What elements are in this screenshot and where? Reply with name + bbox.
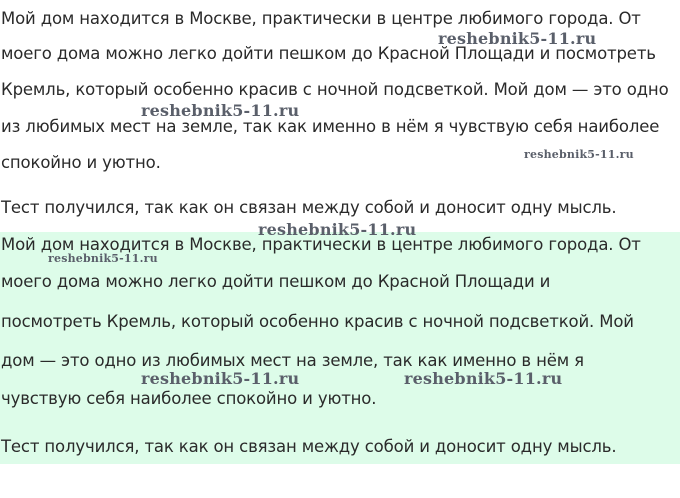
- text-line: из любимых мест на земле, так как именно в нём я чувствую себя наиболее: [1, 117, 660, 136]
- text-line: чувствую себя наиболее спокойно и уютно.: [1, 389, 377, 408]
- text-line: посмотреть Кремль, который особенно красив с ночной подсветкой. Мой: [1, 312, 634, 331]
- conclusion-line: Тест получился, так как он связан между собой и доносит одну мысль.: [1, 437, 617, 456]
- text-line: спокойно и уютно.: [1, 153, 161, 172]
- watermark: reshebnik5-11.ru: [258, 220, 417, 239]
- watermark: reshebnik5-11.ru: [524, 148, 634, 161]
- watermark: reshebnik5-11.ru: [48, 252, 158, 265]
- watermark: reshebnik5-11.ru: [141, 101, 300, 120]
- text-line: моего дома можно легко дойти пешком до Красной Площади и: [1, 272, 551, 291]
- text-line: моего дома можно легко дойти пешком до Красной Площади и посмотреть: [1, 44, 656, 63]
- watermark: reshebnik5-11.ru: [404, 369, 563, 388]
- text-line: Мой дом находится в Москве, практически в центре любимого города. От: [1, 9, 641, 28]
- watermark: reshebnik5-11.ru: [438, 29, 597, 48]
- corrected-text-block: [0, 232, 680, 464]
- conclusion-line: Тест получился, так как он связан между собой и доносит одну мысль.: [1, 198, 617, 217]
- text-line: Кремль, который особенно красив с ночной подсветкой. Мой дом — это одно: [1, 80, 669, 99]
- watermark: reshebnik5-11.ru: [141, 369, 300, 388]
- text-line: Мой дом находится в Москве, практически в центре любимого города. От: [1, 235, 641, 254]
- text-line: дом — это одно из любимых мест на земле, так как именно в нём я: [1, 351, 584, 370]
